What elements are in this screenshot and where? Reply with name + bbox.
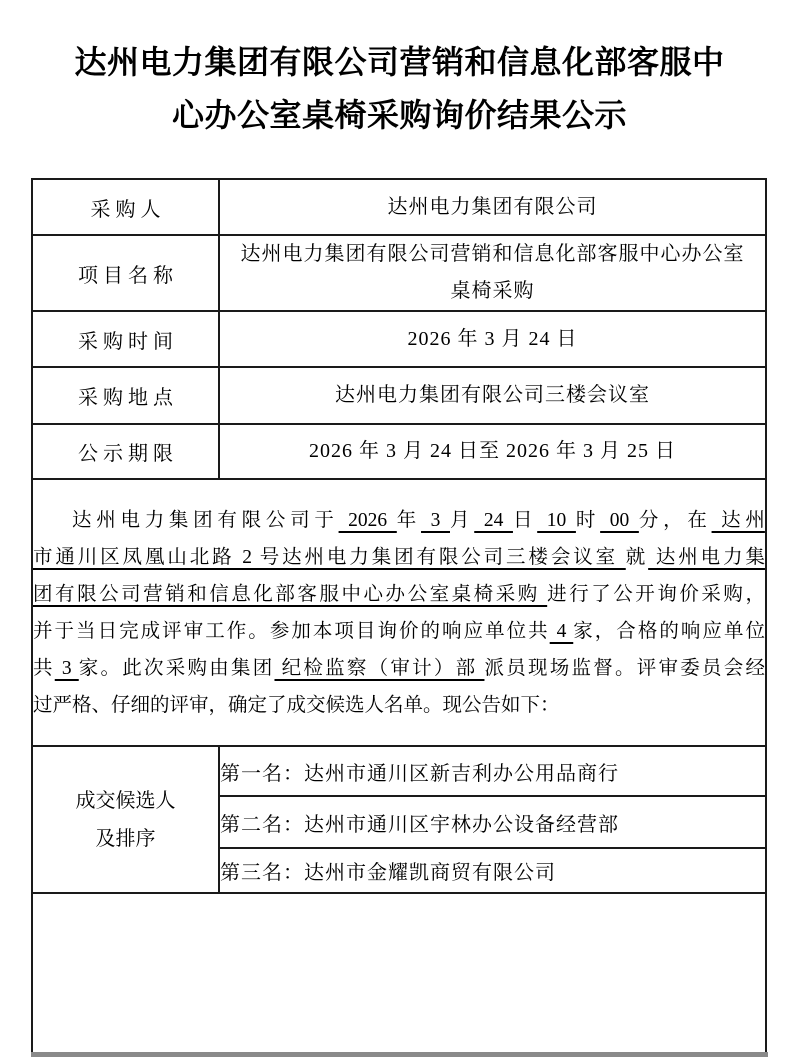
row-label: 公示期限 xyxy=(32,424,219,479)
row-value-line: 2026 年 3 月 24 日至 2026 年 3 月 25 日 xyxy=(309,440,676,462)
underlined-text: 24 xyxy=(474,509,513,531)
table-row xyxy=(32,424,766,479)
page-title-line-2: 心办公室桌椅采购询价结果公示 xyxy=(171,97,627,133)
row-label: 采购地点 xyxy=(32,367,219,424)
underlined-text: 2026 xyxy=(338,509,397,531)
table-row xyxy=(32,179,766,235)
row-value xyxy=(219,179,766,235)
plain-text: 达州电力集团有限公司于 xyxy=(72,509,339,531)
plain-text: 家。此次采购由集团 xyxy=(78,657,275,679)
announcement-line xyxy=(33,613,765,650)
underlined-text: 4 xyxy=(549,620,574,642)
candidates-label-line-2: 及排序 xyxy=(95,827,156,850)
table-row xyxy=(32,235,766,311)
table-row xyxy=(32,367,766,424)
plain-text: 分，在 xyxy=(638,509,712,531)
candidate-item: 第二名：达州市通川区宇林办公设备经营部 xyxy=(219,796,766,848)
plain-text: 并于当日完成评审工作。参加本项目询价的响应单位共 xyxy=(33,620,550,642)
underlined-text: 纪检监察（审计）部 xyxy=(274,657,485,679)
row-label: 采购时间 xyxy=(32,311,219,367)
plain-text: 过严格、仔细的评审，确定了成交候选人名单。现公告如下： xyxy=(33,694,560,716)
row-value-line: 桌椅采购 xyxy=(450,280,535,302)
procurement-result-table xyxy=(31,178,767,1054)
row-value xyxy=(219,424,766,479)
plain-text: 时 xyxy=(575,509,601,531)
underlined-text: 3 xyxy=(54,657,79,679)
plain-text: 日 xyxy=(512,509,538,531)
underlined-text: 团有限公司营销和信息化部客服中心办公室桌椅采购 xyxy=(33,583,548,605)
announcement-line xyxy=(33,687,765,724)
empty-cell xyxy=(32,893,766,1053)
announcement-line xyxy=(33,502,765,539)
plain-text: 月 xyxy=(450,509,475,531)
announcement-line xyxy=(33,539,765,576)
underlined-text: 10 xyxy=(537,509,576,531)
candidate-item: 第一名：达州市通川区新吉利办公用品商行 xyxy=(219,746,766,796)
candidates-label xyxy=(32,746,219,893)
row-label: 项目名称 xyxy=(32,235,219,311)
row-value-line: 2026 年 3 月 24 日 xyxy=(407,327,578,350)
row-value xyxy=(219,311,766,367)
plain-text: 派员现场监督。评审委员会经 xyxy=(484,657,765,679)
row-value xyxy=(219,367,766,424)
announcement-line xyxy=(33,576,765,613)
underlined-text: 达州电力集 xyxy=(648,546,765,568)
page-title xyxy=(0,0,799,142)
announcement-line xyxy=(33,650,765,687)
row-value-line: 达州电力集团有限公司 xyxy=(387,195,598,218)
page-title-line-1: 达州电力集团有限公司营销和信息化部客服中 xyxy=(74,44,725,80)
plain-text: 进行了公开询价采购， xyxy=(547,583,765,605)
row-value xyxy=(219,235,766,311)
plain-text: 家，合格的响应单位 xyxy=(573,620,765,642)
underlined-text: 3 xyxy=(421,509,450,531)
candidate-item: 第三名：达州市金耀凯商贸有限公司 xyxy=(219,848,766,893)
table-row xyxy=(32,746,766,796)
plain-text: 共 xyxy=(33,657,55,679)
page-bottom-edge xyxy=(31,1052,768,1057)
underlined-text: 00 xyxy=(600,509,639,531)
plain-text: 年 xyxy=(396,509,422,531)
plain-text: 就 xyxy=(625,546,649,568)
underlined-text: 市通川区凤凰山北路 2 号达州电力集团有限公司三楼会议室 xyxy=(33,546,626,568)
table-row xyxy=(32,311,766,367)
row-value-line: 达州电力集团有限公司三楼会议室 xyxy=(335,384,650,406)
table-row xyxy=(32,479,766,746)
row-value-line: 达州电力集团有限公司营销和信息化部客服中心办公室 xyxy=(240,243,745,265)
underlined-text: 达州 xyxy=(711,509,765,531)
row-label: 采购人 xyxy=(32,179,219,235)
candidates-label-line-1: 成交候选人 xyxy=(75,789,176,812)
announcement-cell xyxy=(32,479,766,746)
table-row xyxy=(32,893,766,1053)
